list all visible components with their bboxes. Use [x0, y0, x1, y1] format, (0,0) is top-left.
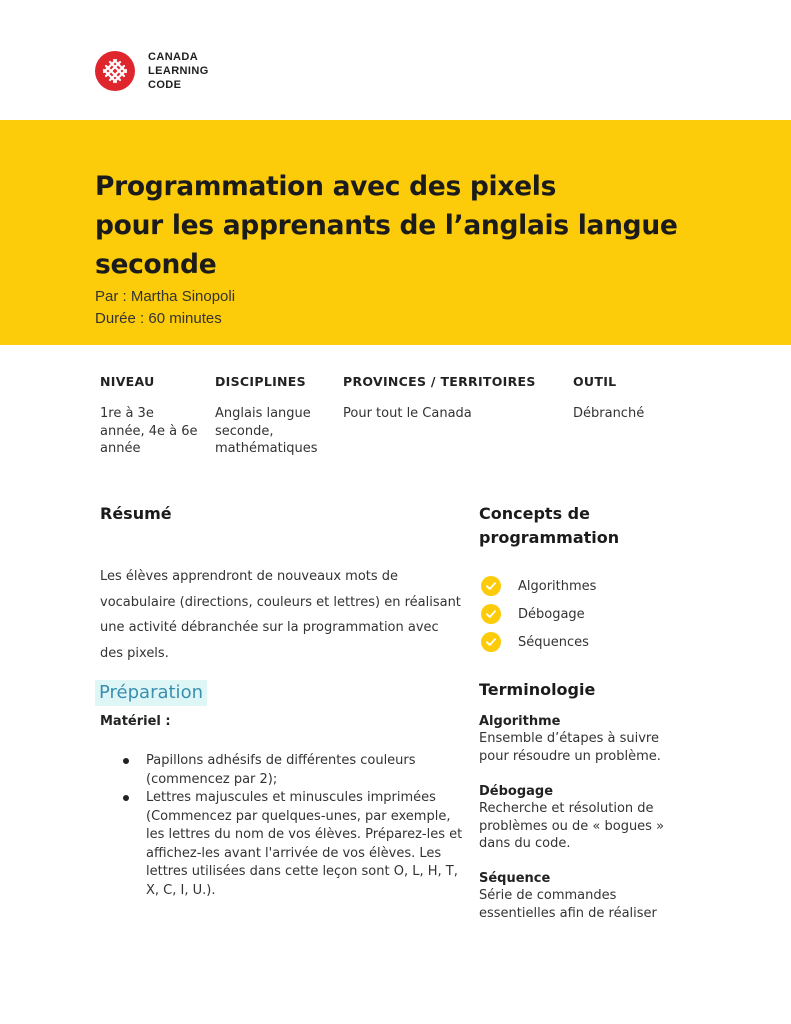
item-line: les lettres du nom de vos élèves. Préparez-les et: [146, 827, 463, 842]
heading-line: Concepts de: [479, 504, 590, 523]
item-line: Papillons adhésifs de différentes couleurs: [146, 753, 416, 768]
def-line: dans du code.: [479, 836, 571, 851]
term-definition: [479, 887, 689, 922]
info-outil-value: Débranché: [573, 406, 645, 421]
preparation-heading: Préparation: [95, 680, 207, 706]
terminologie-heading: Terminologie: [479, 680, 596, 699]
canada-learning-code-logo: [95, 50, 209, 92]
item-line: X, C, I, U.).: [146, 882, 216, 898]
info-outil-label: OUTIL: [573, 374, 617, 389]
bullet-dot: [123, 758, 129, 764]
info-disciplines: [215, 374, 335, 458]
term-name: Débogage: [479, 784, 554, 799]
value-line: Anglais langue: [215, 406, 311, 421]
value-line: année, 4e à 6e: [100, 423, 198, 439]
info-provinces: [343, 374, 553, 423]
info-disciplines-value: [215, 405, 335, 458]
value-line: année: [100, 441, 141, 456]
check-icon: [481, 632, 501, 652]
term-name: Algorithme: [479, 714, 561, 729]
info-outil: [573, 374, 693, 423]
concept-item: [481, 572, 596, 600]
def-line: Ensemble d’étapes à suivre: [479, 731, 659, 746]
item-line: (commencez par 2);: [146, 771, 278, 787]
resume-heading: Résumé: [100, 504, 172, 523]
logo-wordmark: [148, 50, 209, 92]
concepts-list: [481, 572, 596, 656]
list-item: [120, 752, 470, 789]
info-provinces-label: PROVINCES / TERRITOIRES: [343, 374, 536, 389]
info-provinces-value: Pour tout le Canada: [343, 406, 472, 421]
resume-text: [100, 564, 470, 666]
def-line: Recherche et résolution de: [479, 801, 654, 816]
concept-item: [481, 628, 596, 656]
author: Par : Martha Sinopoli: [95, 288, 236, 305]
title-line: seconde: [95, 249, 217, 280]
term-debogage: [479, 783, 689, 853]
duration: Durée : 60 minutes: [95, 310, 222, 327]
value-line: seconde,: [215, 423, 274, 439]
logo-line: CODE: [148, 79, 182, 91]
term-definition: [479, 800, 689, 853]
bullet-dot: [123, 795, 129, 801]
def-line: problèmes ou de « bogues »: [479, 818, 665, 834]
concept-label: Débogage: [518, 606, 585, 622]
resume-line: des pixels.: [100, 645, 169, 661]
def-line: essentielles afin de réaliser: [479, 905, 657, 921]
info-niveau-value: [100, 405, 210, 458]
item-line: (Commencez par quelques-unes, par exemple,: [146, 808, 451, 824]
term-name: Séquence: [479, 871, 551, 886]
resume-line: Les élèves apprendront de nouveaux mots de: [100, 569, 399, 584]
value-line: mathématiques: [215, 441, 318, 456]
item-line: Lettres majuscules et minuscules imprimées: [146, 790, 436, 805]
item-line: lettres utilisées dans cette leçon sont O, L, H, T,: [146, 864, 458, 879]
info-niveau-label: NIVEAU: [100, 374, 155, 389]
logo-line: LEARNING: [148, 65, 209, 77]
concept-item: [481, 600, 596, 628]
item-line: affichez-les avant l'arrivée de vos élèves. Les: [146, 845, 442, 861]
term-definition: [479, 730, 689, 765]
materiel-list: [120, 752, 470, 900]
materiel-label: Matériel :: [100, 714, 171, 729]
check-icon: [481, 604, 501, 624]
lattice-logo-icon: [95, 51, 135, 91]
info-niveau: [100, 374, 210, 458]
def-line: Série de commandes: [479, 888, 617, 903]
resume-line: une activité débranchée sur la programmation avec: [100, 620, 439, 635]
check-icon: [481, 576, 501, 596]
def-line: pour résoudre un problème.: [479, 748, 661, 764]
info-disciplines-label: DISCIPLINES: [215, 374, 306, 389]
concepts-heading: [479, 502, 619, 550]
term-algorithme: [479, 713, 689, 765]
lesson-meta: [95, 286, 235, 330]
title-line: Programmation avec des pixels: [95, 171, 557, 202]
page-title: [95, 167, 735, 284]
logo-line: CANADA: [148, 51, 199, 63]
resume-line: vocabulaire (directions, couleurs et lettres) en réalisant: [100, 594, 461, 610]
concept-label: Séquences: [518, 634, 589, 650]
term-sequence: [479, 870, 689, 922]
heading-line: programmation: [479, 528, 620, 547]
title-line: pour les apprenants de l’anglais langue: [95, 210, 678, 241]
concept-label: Algorithmes: [518, 578, 597, 594]
list-item: [120, 789, 470, 900]
value-line: 1re à 3e: [100, 406, 154, 421]
